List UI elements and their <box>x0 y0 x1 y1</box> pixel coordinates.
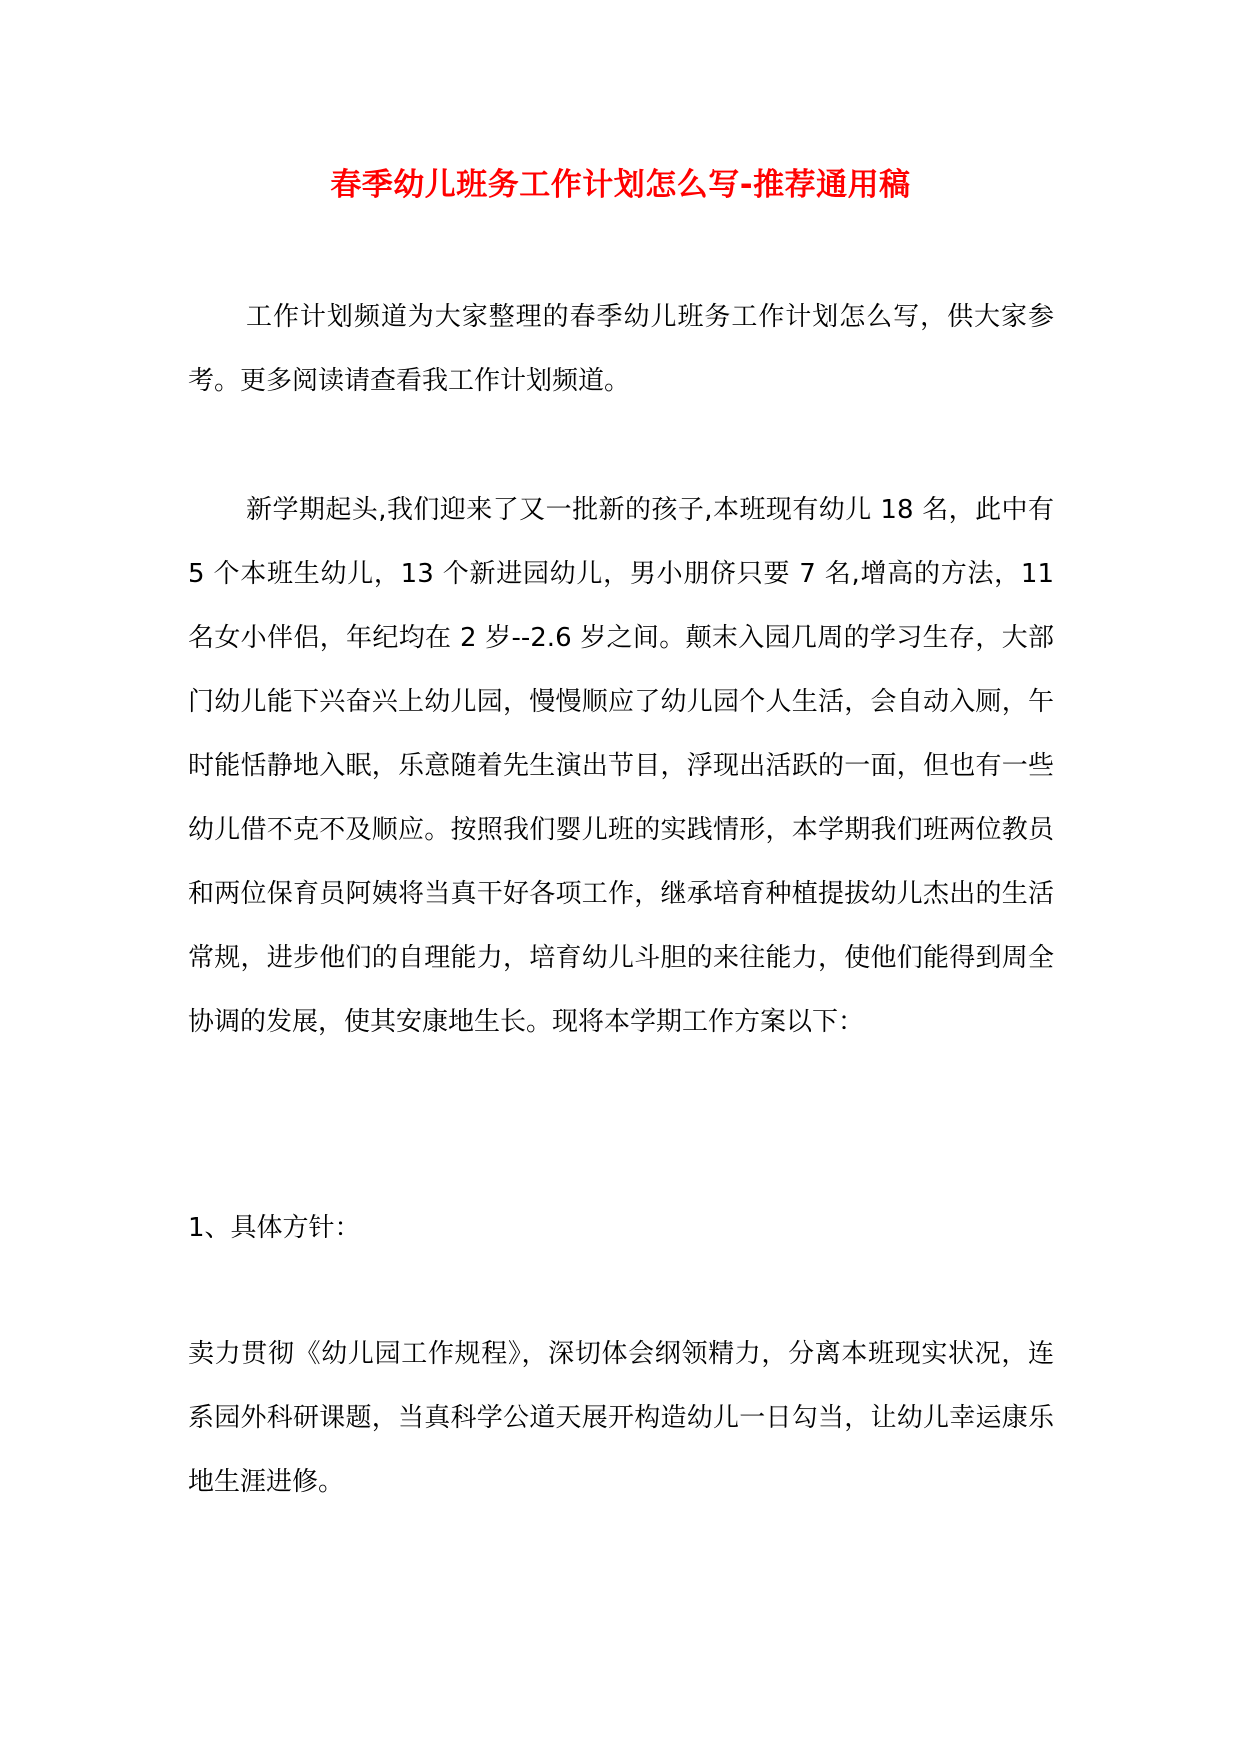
class-situation-paragraph: 新学期起头,我们迎来了又一批新的孩子,本班现有幼儿 18 名，此中有 5 个本班生幼儿，13 个新进园幼儿，男小朋侪只要 7 名,增高的方法，11 名女小伴侣，年纪均在 2 岁--2.6 岁之间。颠末入园几周的学习生存，大部门幼儿能下兴奋兴上幼儿园，慢慢顺应了幼儿园个人生活，会自动入厕，午时能恬静地入眠，乐意随着先生演出节目，浮现出活跃的一面，但也有一些幼儿借不克不及顺应。按照我们婴儿班的实践情形，本学期我们班两位教员和两位保育员阿姨将当真干好各项工作，继承培育种植提拔幼儿杰出的生活常规，进步他们的自理能力，培育幼儿斗胆的来往能力，使他们能得到周全协调的发展，使其安康地生长。现将本学期工作方案以下： <box>188 495 1054 1037</box>
specific-goals-paragraph: 卖力贯彻《幼儿园工作规程》，深切体会纲领精力，分离本班现实状况，连系园外科研课题，当真科学公道天展开构造幼儿一日勾当，让幼儿幸运康乐地生涯进修。 <box>188 1339 1054 1497</box>
section-heading-specific-goals: 1、具体方针： <box>188 1213 361 1243</box>
intro-paragraph: 工作计划频道为大家整理的春季幼儿班务工作计划怎么写，供大家参考。更多阅读请查看我工作计划频道。 <box>188 302 1054 396</box>
document-title: 春季幼儿班务工作计划怎么写-推荐通用稿 <box>330 167 911 203</box>
